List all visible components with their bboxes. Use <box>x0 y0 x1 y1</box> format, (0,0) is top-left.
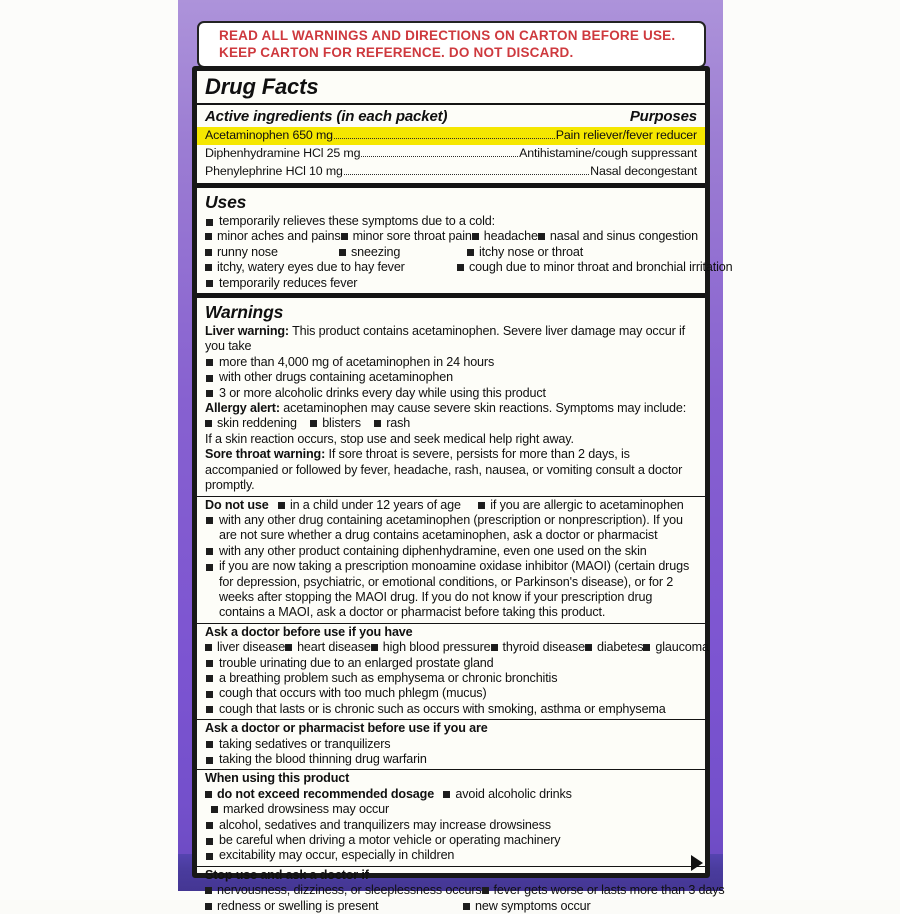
use-item: headache <box>472 229 538 244</box>
do-not-use-item: in a child under 12 years of age <box>278 498 461 512</box>
when-using-item-bold: do not exceed recommended dosage <box>205 787 434 801</box>
ingredient-name: Phenylephrine HCl 10 mg <box>205 164 343 178</box>
subsection-divider <box>197 496 705 497</box>
purposes-label: Purposes <box>629 108 697 125</box>
when-using-bullet: excitability may occur, especially in children <box>205 848 697 863</box>
do-not-use-item: if you are allergic to acetaminophen <box>478 498 683 512</box>
allergy-bullets-row <box>205 416 697 431</box>
stop-use-item: redness or swelling is present <box>205 899 463 914</box>
bullet-square-icon <box>206 219 213 226</box>
do-not-use-bullet: with any other product containing diphenhydramine, even one used on the skin <box>205 544 697 559</box>
ask-doctor-bullet: a breathing problem such as emphysema or chronic bronchitis <box>205 671 697 686</box>
bullet-square-icon <box>206 375 213 382</box>
ingredient-row-acetaminophen <box>197 127 705 145</box>
use-item: nasal and sinus congestion <box>538 229 698 244</box>
carton-warning-line2: KEEP CARTON FOR REFERENCE. DO NOT DISCARD. <box>219 45 574 60</box>
sore-throat-label: Sore throat warning: <box>205 447 326 462</box>
liver-bullet: 3 or more alcoholic drinks every day while using this product <box>205 386 697 401</box>
subsection-divider <box>197 719 705 720</box>
bullet-square-icon <box>206 838 213 845</box>
bullet-square-icon <box>206 675 213 682</box>
ask-doctor-bullet: cough that lasts or is chronic such as occurs with smoking, asthma or emphysema <box>205 702 697 717</box>
bullet-square-icon <box>371 644 378 651</box>
ingredient-purpose: Antihistamine/cough suppressant <box>519 146 697 160</box>
bullet-square-icon <box>310 420 317 427</box>
bullet-square-icon <box>538 233 545 240</box>
uses-row <box>205 260 733 275</box>
do-not-use-bullet: if you are now taking a prescription monoamine oxidase inhibitor (MAOI) (certain drugs for depression, psychiatric, or emotional conditions, or Parkinson's disease), or for 2 weeks after stopping the MAOI drug. If you do not know if your prescription drug contains a MAOI, ask a doctor or pharmacist before taking this product. <box>205 559 697 621</box>
bullet-square-icon <box>206 822 213 829</box>
bullet-square-icon <box>443 791 450 798</box>
carton-warning-box <box>197 21 706 68</box>
liver-bullet: with other drugs containing acetaminophen <box>205 370 697 385</box>
carton-warning-line1: READ ALL WARNINGS AND DIRECTIONS ON CARTON BEFORE USE. <box>219 28 676 43</box>
allergy-alert-label: Allergy alert: <box>205 401 280 416</box>
bullet-square-icon <box>205 644 212 651</box>
ask-pharmacist-bullet: taking sedatives or tranquilizers <box>205 737 697 752</box>
stop-use-header: Stop use and ask a doctor if <box>205 867 369 882</box>
stop-use-item: new symptoms occur <box>463 899 591 914</box>
bullet-square-icon <box>585 644 592 651</box>
bullet-square-icon <box>205 233 212 240</box>
bullet-square-icon <box>206 548 213 555</box>
bullet-square-icon <box>206 853 213 860</box>
drug-facts-panel <box>192 66 733 913</box>
bullet-square-icon <box>206 517 213 524</box>
allergy-alert-line: Allergy alert: acetaminophen may cause severe skin reactions. Symptoms may include: <box>205 401 687 416</box>
bullet-square-icon <box>206 757 213 764</box>
condition-item: liver disease <box>205 640 285 655</box>
dotted-leader <box>344 174 589 175</box>
liver-warning-label: Liver warning: <box>205 324 289 339</box>
uses-row <box>205 245 697 260</box>
stop-use-item: fever gets worse or lasts more than 3 days <box>482 883 725 898</box>
allergy-item: blisters <box>310 416 361 430</box>
do-not-use-bullet: with any other drug containing acetaminophen (prescription or nonprescription). If you are not sure whether a drug contains acetaminophen, ask a doctor or pharmacist <box>205 513 697 544</box>
bullet-square-icon <box>467 249 474 256</box>
uses-intro: temporarily relieves these symptoms due to a cold: <box>205 214 697 229</box>
subsection-divider <box>197 769 705 770</box>
use-item: itchy nose or throat <box>467 245 583 260</box>
when-using-bullet: alcohol, sedatives and tranquilizers may increase drowsiness <box>205 818 697 833</box>
ingredient-purpose: Nasal decongestant <box>590 164 697 178</box>
subsection-divider <box>197 866 705 867</box>
bullet-square-icon <box>205 420 212 427</box>
subsection-divider <box>197 623 705 624</box>
uses-last: temporarily reduces fever <box>205 276 697 291</box>
drug-facts-title: Drug Facts <box>205 74 319 99</box>
stop-use-row <box>205 883 725 898</box>
do-not-use-line <box>205 498 697 513</box>
liver-bullet: more than 4,000 mg of acetaminophen in 24 hours <box>205 355 697 370</box>
dotted-leader <box>361 156 518 157</box>
skin-reaction-note: If a skin reaction occurs, stop use and seek medical help right away. <box>205 431 574 446</box>
condition-item: thyroid disease <box>491 640 585 655</box>
bullet-square-icon <box>285 644 292 651</box>
ask-doctor-conditions-row <box>205 640 709 655</box>
do-not-use-label: Do not use <box>205 497 269 512</box>
bullet-square-icon <box>206 280 213 287</box>
bullet-square-icon <box>457 264 464 271</box>
bullet-square-icon <box>278 502 285 509</box>
section-divider <box>197 183 705 188</box>
bullet-square-icon <box>205 249 212 256</box>
ask-doctor-header: Ask a doctor before use if you have <box>205 624 413 639</box>
bullet-square-icon <box>206 359 213 366</box>
bullet-square-icon <box>491 644 498 651</box>
active-ingredients-label: Active ingredients (in each packet) <box>205 108 448 125</box>
bullet-square-icon <box>206 564 213 571</box>
use-item: minor aches and pains <box>205 229 341 244</box>
allergy-item: rash <box>374 416 410 430</box>
use-item: cough due to minor throat and bronchial irritation <box>457 260 732 275</box>
bullet-square-icon <box>211 806 218 813</box>
medicine-carton-back <box>178 0 733 913</box>
stop-use-item: nervousness, dizziness, or sleeplessness occurs <box>205 883 482 898</box>
when-using-first-row <box>205 787 697 818</box>
bullet-square-icon <box>205 264 212 271</box>
bullet-square-icon <box>482 887 489 894</box>
use-item: sneezing <box>339 245 467 260</box>
active-ingredients-header <box>205 105 697 127</box>
when-using-header: When using this product <box>205 771 350 786</box>
liver-warning-line: Liver warning: This product contains acetaminophen. Severe liver damage may occur if you take <box>205 324 685 354</box>
stop-use-row <box>205 899 697 914</box>
section-divider <box>197 293 705 298</box>
ingredient-name: Acetaminophen 650 mg <box>205 128 333 142</box>
bullet-square-icon <box>205 791 212 798</box>
bullet-square-icon <box>374 420 381 427</box>
when-using-bullet: be careful when driving a motor vehicle or operating machinery <box>205 833 697 848</box>
use-item: minor sore throat pain <box>341 229 472 244</box>
condition-item: diabetes <box>585 640 643 655</box>
bullet-square-icon <box>206 660 213 667</box>
bullet-square-icon <box>643 644 650 651</box>
ingredient-row-phenylephrine <box>197 163 705 181</box>
use-item: itchy, watery eyes due to hay fever <box>205 260 457 275</box>
when-using-item: marked drowsiness may occur <box>211 802 389 816</box>
bullet-square-icon <box>206 741 213 748</box>
ingredient-row-diphenhydramine <box>197 145 705 163</box>
bullet-square-icon <box>205 903 212 910</box>
bullet-square-icon <box>478 502 485 509</box>
allergy-item: skin reddening <box>205 416 297 430</box>
sore-throat-warning-line: Sore throat warning: If sore throat is severe, persists for more than 2 days, is accompanied or followed by fever, headache, rash, nausea, or vomiting consult a doctor promptly. <box>205 447 683 493</box>
bullet-square-icon <box>206 390 213 397</box>
bullet-square-icon <box>472 233 479 240</box>
when-using-item: avoid alcoholic drinks <box>443 787 571 801</box>
bullet-square-icon <box>463 903 470 910</box>
ask-pharmacist-header: Ask a doctor or pharmacist before use if you are <box>205 721 488 736</box>
condition-item: heart disease <box>285 640 371 655</box>
bullet-square-icon <box>205 887 212 894</box>
warnings-header: Warnings <box>205 302 284 323</box>
use-item: runny nose <box>205 245 339 260</box>
dotted-leader <box>334 138 555 139</box>
ingredient-name: Diphenhydramine HCl 25 mg <box>205 146 361 160</box>
ask-doctor-bullet: trouble urinating due to an enlarged prostate gland <box>205 656 697 671</box>
continuation-arrow-icon <box>691 855 703 871</box>
uses-header: Uses <box>205 192 247 212</box>
condition-item: high blood pressure <box>371 640 491 655</box>
bullet-square-icon <box>341 233 348 240</box>
bullet-square-icon <box>206 691 213 698</box>
bullet-square-icon <box>206 706 213 713</box>
condition-item: glaucoma <box>643 640 708 655</box>
ask-doctor-bullet: cough that occurs with too much phlegm (mucus) <box>205 686 697 701</box>
bullet-square-icon <box>339 249 346 256</box>
uses-row <box>205 229 697 244</box>
ingredient-purpose: Pain reliever/fever reducer <box>555 128 697 142</box>
ask-pharmacist-bullet: taking the blood thinning drug warfarin <box>205 752 697 767</box>
